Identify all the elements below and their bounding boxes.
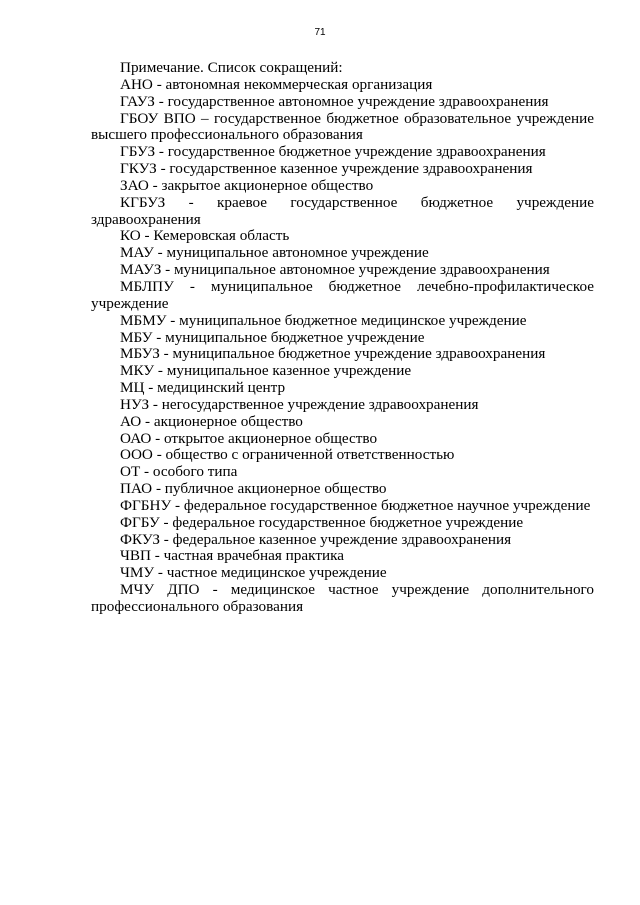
abbreviation-entry: НУЗ - негосударственное учреждение здравоохранения: [120, 395, 479, 413]
abbreviation-entry: МБУЗ - муниципальное бюджетное учреждение здравоохранения: [120, 345, 546, 363]
abbreviation-entry: МБУ - муниципальное бюджетное учреждение: [120, 328, 425, 346]
abbreviation-entry: ГБУЗ - государственное бюджетное учреждение здравоохранения: [120, 143, 546, 161]
abbreviation-entry: ГАУЗ - государственное автономное учреждение здравоохранения: [120, 92, 549, 110]
abbreviation-entry: КО - Кемеровская область: [120, 227, 290, 245]
abbreviation-entry: МАУЗ - муниципальное автономное учреждение здравоохранения: [120, 261, 550, 279]
page-number: 71: [314, 27, 326, 38]
abbreviation-entry: МАУ - муниципальное автономное учреждение: [120, 244, 429, 262]
abbreviation-entry: ФГБУ - федеральное государственное бюджетное учреждение: [120, 513, 524, 531]
abbreviation-entry: ФКУЗ - федеральное казенное учреждение здравоохранения: [120, 530, 512, 548]
abbreviation-entry: МЦ - медицинский центр: [120, 379, 286, 397]
abbreviation-entry: ЧМУ - частное медицинское учреждение: [120, 564, 387, 582]
abbreviation-entry: ОАО - открытое акционерное общество: [120, 429, 378, 447]
abbreviations-list: [91, 60, 594, 616]
abbreviation-entry: ООО - общество с ограниченной ответственностью: [120, 446, 455, 464]
abbreviation-entry: ЧВП - частная врачебная практика: [120, 547, 344, 565]
abbreviation-entry: КГБУЗ - краевое государственное бюджетное учреждение здравоохранения: [91, 193, 594, 228]
abbreviation-entry: ГБОУ ВПО – государственное бюджетное образовательное учреждение высшего профессионального образования: [91, 109, 594, 144]
abbreviation-entry: МБЛПУ - муниципальное бюджетное лечебно-профилактическое учреждение: [91, 277, 594, 312]
abbreviation-entry: АНО - автономная некоммерческая организация: [120, 75, 433, 93]
abbreviation-entry: АО - акционерное общество: [120, 412, 303, 430]
abbreviation-entry: МБМУ - муниципальное бюджетное медицинское учреждение: [120, 311, 527, 329]
abbreviation-entry: ГКУЗ - государственное казенное учреждение здравоохранения: [120, 160, 533, 178]
abbreviation-entry: ЗАО - закрытое акционерное общество: [120, 176, 374, 194]
abbreviation-entry: МЧУ ДПО - медицинское частное учреждение дополнительного профессионального образования: [91, 581, 594, 615]
abbreviation-entry: МКУ - муниципальное казенное учреждение: [120, 362, 412, 380]
abbreviation-entry: ОТ - особого типа: [120, 463, 238, 481]
abbreviation-entry: ФГБНУ - федеральное государственное бюджетное научное учреждение: [120, 496, 591, 514]
note-title: Примечание. Список сокращений:: [120, 59, 343, 76]
abbreviation-entry: ПАО - публичное акционерное общество: [120, 480, 387, 498]
